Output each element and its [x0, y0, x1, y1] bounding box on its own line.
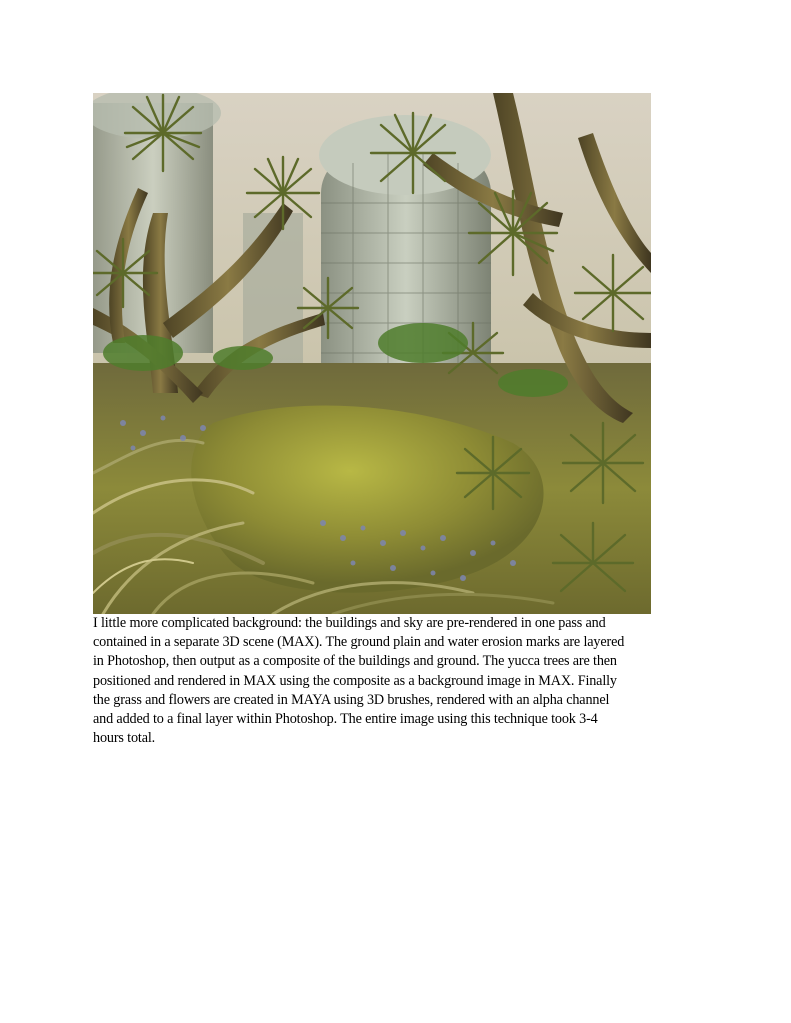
caption-line: contained in a separate 3D scene (MAX). The ground plain and water erosion marks are layered: [93, 634, 625, 651]
image-caption: [93, 614, 703, 748]
caption-line: positioned and rendered in MAX using the composite as a background image in MAX. Finally: [93, 672, 617, 689]
caption-line: and added to a final layer within Photoshop. The entire image using this technique took 3-4: [93, 711, 598, 728]
caption-line: in Photoshop, then output as a composite of the buildings and ground. The yucca trees are then: [93, 653, 617, 670]
scene-illustration: [93, 93, 651, 614]
caption-line: the grass and flowers are created in MAYA using 3D brushes, rendered with an alpha channel: [93, 691, 610, 708]
caption-line: I little more complicated background: the buildings and sky are pre-rendered in one pass and: [93, 615, 606, 631]
scene-render-image: [93, 93, 651, 614]
caption-line: hours total.: [93, 730, 156, 747]
